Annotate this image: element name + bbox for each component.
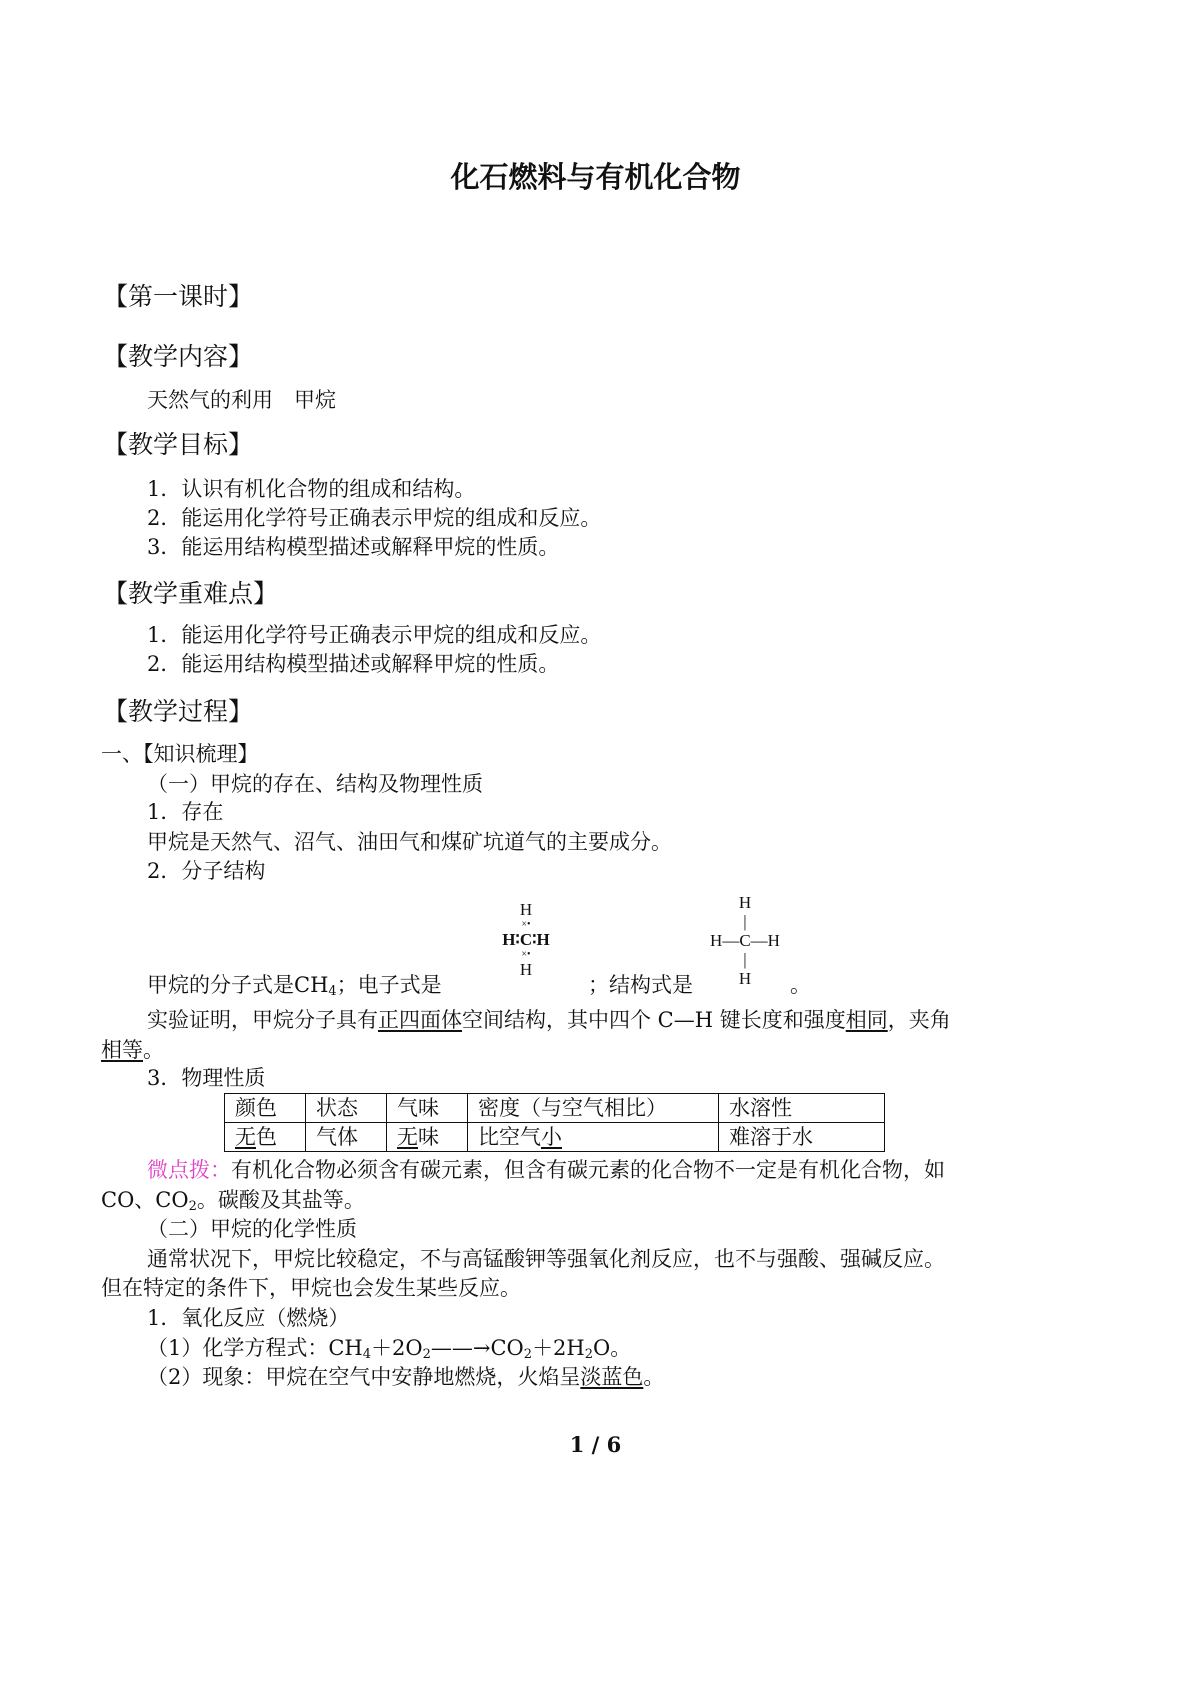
table-cell: 气体 bbox=[306, 1123, 387, 1152]
table-header: 颜色 bbox=[225, 1094, 306, 1123]
page-title: 化石燃料与有机化合物 bbox=[450, 160, 741, 194]
atom-h: H bbox=[519, 900, 533, 919]
physical-properties-table bbox=[224, 1093, 885, 1152]
table-header: 气味 bbox=[387, 1094, 468, 1123]
tip-label: 微点拨： bbox=[147, 1158, 231, 1182]
table-header: 状态 bbox=[306, 1094, 387, 1123]
paragraph: 甲烷是天然气、沼气、油田气和煤矿坑道气的主要成分。 bbox=[147, 830, 672, 854]
key-item: 1．能运用化学符号正确表示甲烷的组成和反应。 bbox=[147, 623, 602, 647]
electron-formula bbox=[486, 900, 566, 980]
table-cell: 难溶于水 bbox=[719, 1123, 885, 1152]
table-cell: 无色 bbox=[225, 1123, 306, 1152]
heading-goals: 【教学目标】 bbox=[103, 430, 254, 459]
atom-h: H bbox=[738, 893, 752, 912]
table-cell: 比空气小 bbox=[468, 1123, 719, 1152]
formula-line: 甲烷的分子式是$CH_4$；电子式是 bbox=[147, 973, 442, 999]
structural-formula: H | H—C—H | H bbox=[700, 893, 790, 989]
tip-paragraph-cont: CO、$CO_2$。碳酸及其盐等。 bbox=[101, 1188, 365, 1214]
subsection-heading: （二）甲烷的化学性质 bbox=[147, 1217, 357, 1241]
electron-marks: ×• bbox=[521, 949, 531, 960]
paragraph-cont: 但在特定的条件下，甲烷也会发生某些反应。 bbox=[101, 1276, 521, 1300]
paragraph: 通常状况下，甲烷比较稳定，不与高锰酸钾等强氧化剂反应，也不与强酸、强碱反应。 bbox=[147, 1247, 945, 1271]
formula-line-2: ；结构式是 bbox=[588, 973, 693, 997]
table-header: 密度（与空气相比） bbox=[468, 1094, 719, 1123]
heading-key: 【教学重难点】 bbox=[103, 579, 279, 608]
section-heading: 一、【知识梳理】 bbox=[101, 742, 259, 766]
phenomenon-line: （2）现象：甲烷在空气中安静地燃烧，火焰呈淡蓝色。 bbox=[147, 1365, 665, 1389]
equation-line: （1）化学方程式：$CH_4+2O_2——\to CO_2+2H_2O$。 bbox=[147, 1336, 632, 1362]
goal-item: 1．认识有机化合物的组成和结构。 bbox=[147, 477, 476, 501]
heading-lesson: 【第一课时】 bbox=[103, 282, 254, 311]
content-text: 天然气的利用 甲烷 bbox=[147, 388, 336, 412]
heading-process: 【教学过程】 bbox=[103, 697, 254, 726]
structural-mid: H—C—H bbox=[710, 931, 780, 950]
electron-mid: H∶C∶H bbox=[502, 930, 550, 949]
goal-item: 2．能运用化学符号正确表示甲烷的组成和反应。 bbox=[147, 506, 602, 530]
paragraph-cont: 相等。 bbox=[101, 1038, 164, 1062]
key-item: 2．能运用结构模型描述或解释甲烷的性质。 bbox=[147, 652, 560, 676]
item-title: 2．分子结构 bbox=[147, 859, 266, 883]
item-title: 1．存在 bbox=[147, 800, 224, 824]
table-header: 水溶性 bbox=[719, 1094, 885, 1123]
item-title: 3．物理性质 bbox=[147, 1066, 266, 1090]
page-number: 1 / 6 bbox=[569, 1432, 622, 1457]
goal-item: 3．能运用结构模型描述或解释甲烷的性质。 bbox=[147, 535, 560, 559]
heading-content: 【教学内容】 bbox=[103, 342, 254, 371]
atom-h: H bbox=[519, 960, 533, 979]
electron-marks: ×• bbox=[521, 919, 531, 930]
item-title: 1．氧化反应（燃烧） bbox=[147, 1306, 350, 1330]
table-row bbox=[225, 1123, 885, 1152]
subsection-heading: （一）甲烷的存在、结构及物理性质 bbox=[147, 772, 483, 796]
table-cell: 无味 bbox=[387, 1123, 468, 1152]
atom-h: H bbox=[738, 969, 752, 988]
tip-paragraph: 微点拨：有机化合物必须含有碳元素，但含有碳元素的化合物不一定是有机化合物，如 bbox=[147, 1158, 945, 1182]
formula-line-end: 。 bbox=[790, 973, 811, 997]
paragraph: 实验证明，甲烷分子具有正四面体空间结构，其中四个 C—H 键长度和强度相同，夹角 bbox=[147, 1008, 951, 1032]
table-header-row bbox=[225, 1094, 885, 1123]
